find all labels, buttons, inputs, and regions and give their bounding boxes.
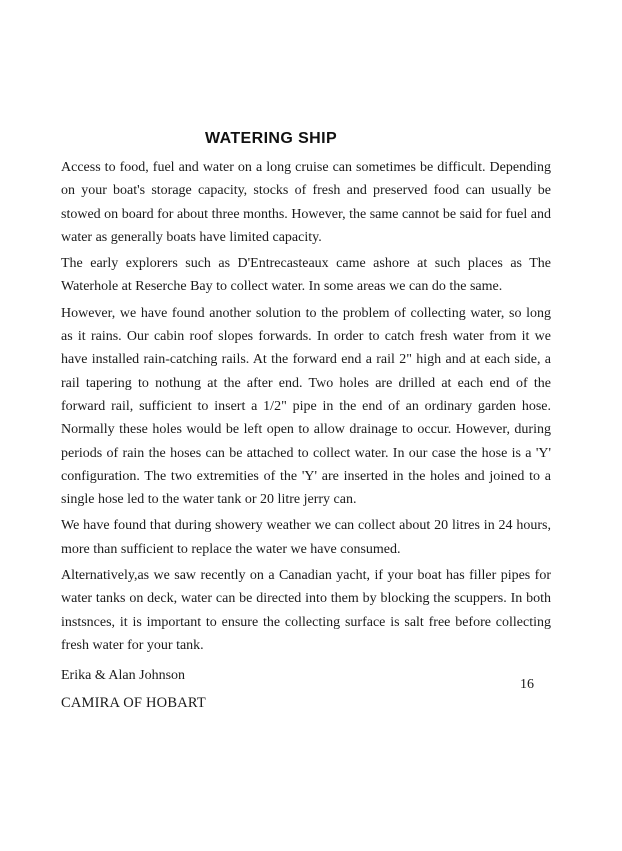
page-number: 16 [520,677,534,692]
paragraph-explorers: The early explorers such as D'Entrecasteaux came ashore at such places as The Waterhole at Reserche Bay to collect water. In some areas we can do the same. [61,256,551,295]
author-signature: Erika & Alan Johnson [61,668,186,683]
paragraph-provisions: Access to food, fuel and water on a long cruise can sometimes be difficult. Depending on your boat's storage capacity, stocks of fresh and preserved food can usually be stowed on board for about three months. However, the same cannot be said for fuel and water as generally boats have limited capacity. [61,160,551,245]
paragraph-showery-weather: We have found that during showery weather we can collect about 20 litres in 24 hours, more than sufficient to replace the water we have consumed. [61,518,551,557]
paragraph-filler-pipes: Alternatively,as we saw recently on a Canadian yacht, if your boat has filler pipes for water tanks on deck, water can be directed into them by blocking the scuppers. In both instsnces, it is important to ensure the collecting surface is salt free before collecting fresh water for your tank. [61,568,551,653]
article-body [61,156,551,660]
paragraph-rain-catching: However, we have found another solution to the problem of collecting water, so long as it rains. Our cabin roof slopes forwards. In order to catch fresh water from it we have installed rain-catching rails. At the forward end a rail 2" high and at each side, a rail tapering to nothung at the after end. Two holes are drilled at each end of the forward rail, sufficient to insert a 1/2" pipe in the end of an ordinary garden hose. Normally these holes would be left open to allow drainage to occur. However, during periods of rain the hoses can be attached to collect water. In our case the hose is a 'Y' configuration. The two extremities of the 'Y' are inserted in the holes and joined to a single hose led to the water tank or 20 litre jerry can. [61,305,551,508]
article-title: WATERING SHIP [205,130,338,147]
boat-name: CAMIRA OF HOBART [61,695,206,711]
